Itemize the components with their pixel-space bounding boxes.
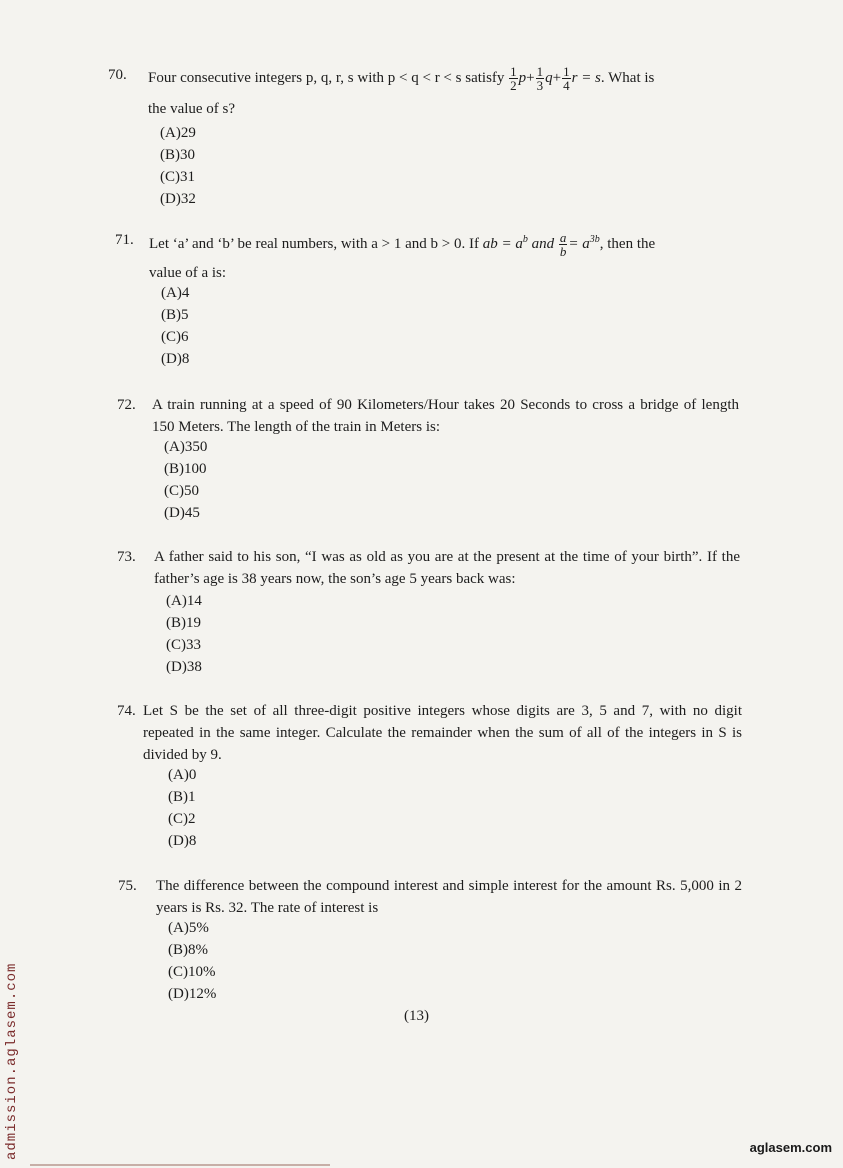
option-d[interactable]: (D)38	[166, 659, 202, 675]
option-b[interactable]: (B)5	[161, 307, 189, 323]
option-c[interactable]: (C)2	[168, 811, 196, 827]
option-d[interactable]: (D)45	[164, 505, 200, 521]
option-b[interactable]: (B)8%	[168, 942, 208, 958]
question-number: 74.	[117, 703, 136, 719]
fraction: $\frac{1}{4}$	[563, 64, 570, 94]
option-c[interactable]: (C)31	[160, 169, 195, 185]
question-74	[117, 700, 742, 854]
question-text-line: Let ‘a’ and ‘b’ be real numbers, with a > 1 and b > 0. If	[149, 236, 479, 252]
option-a[interactable]: (A)0	[168, 767, 197, 783]
options-list	[168, 917, 216, 1005]
option-d[interactable]: (D)8	[168, 833, 197, 849]
question-text: A train running at a speed of 90 Kilometers/Hour takes 20 Seconds to cross a bridge of length 150 Meters. The length of the train in Meters is:	[152, 397, 739, 435]
question-text: Let ‘a’ and ‘b’ be real numbers, with a > 1 and b > 0. If ab = $a^b$ and $\frac{a}{b}$ = $a^{3b}$, then the value of a is:	[149, 226, 737, 284]
option-d[interactable]: (D)8	[161, 351, 190, 367]
question-text-line: the value of s?	[148, 101, 236, 117]
option-a[interactable]: (A)5%	[168, 920, 209, 936]
options-list	[164, 436, 207, 524]
option-a[interactable]: (A)4	[161, 285, 190, 301]
option-a[interactable]: (A)350	[164, 439, 208, 455]
question-70	[108, 64, 743, 214]
scan-edge-divider	[30, 1164, 330, 1166]
option-d[interactable]: (D)12%	[168, 986, 217, 1002]
option-b[interactable]: (B)19	[166, 615, 201, 631]
question-71	[115, 226, 737, 376]
question-number: 72.	[117, 397, 136, 413]
question-text: Let S be the set of all three-digit positive integers whose digits are 3, 5 and 7, with no digit repeated in the same integer. Calculate the remainder when the sum of all of the integers in S is divided by 9.	[143, 703, 742, 763]
question-number: 71.	[115, 232, 134, 248]
options-list	[161, 282, 189, 370]
question-72	[117, 394, 739, 526]
option-a[interactable]: (A)14	[166, 593, 202, 609]
option-c[interactable]: (C)10%	[168, 964, 216, 980]
option-b[interactable]: (B)30	[160, 147, 195, 163]
fraction: $\frac{a}{b}$	[559, 230, 567, 260]
question-text: Four consecutive integers p, q, r, s with p < q < r < s satisfy $\frac{1}{2}$ p+ $\frac{1}{3}$ q+ $\frac{1}{4}$ r = s. What is the value of s?	[148, 64, 743, 120]
fraction: $\frac{1}{3}$	[536, 64, 544, 94]
options-list	[168, 764, 196, 852]
question-number: 73.	[117, 549, 136, 565]
question-text-line: value of a is:	[149, 265, 227, 281]
question-number: 70.	[108, 67, 127, 83]
question-text: A father said to his son, “I was as old as you are at the present at the time of your birth”. If the father’s age is 38 years now, the son’s age 5 years back was:	[154, 549, 740, 587]
question-75	[118, 875, 742, 1007]
brand-label: aglasem.com	[749, 1140, 832, 1155]
options-list	[160, 122, 196, 210]
option-b[interactable]: (B)1	[168, 789, 196, 805]
option-c[interactable]: (C)33	[166, 637, 201, 653]
page-number: (13)	[404, 1008, 429, 1024]
question-text-line: Four consecutive integers p, q, r, s with p < q < r < s satisfy	[148, 70, 505, 86]
option-c[interactable]: (C)6	[161, 329, 189, 345]
fraction: $\frac{1}{2}$	[510, 64, 517, 94]
watermark-text: admission.aglasem.com	[4, 962, 20, 1160]
options-list	[166, 590, 202, 678]
option-c[interactable]: (C)50	[164, 483, 199, 499]
question-number: 75.	[118, 878, 137, 894]
question-text: The difference between the compound interest and simple interest for the amount Rs. 5,000 in 2 years is Rs. 32. The rate of interest is	[156, 878, 742, 916]
option-b[interactable]: (B)100	[164, 461, 207, 477]
option-d[interactable]: (D)32	[160, 191, 196, 207]
option-a[interactable]: (A)29	[160, 125, 196, 141]
question-73	[117, 546, 740, 678]
